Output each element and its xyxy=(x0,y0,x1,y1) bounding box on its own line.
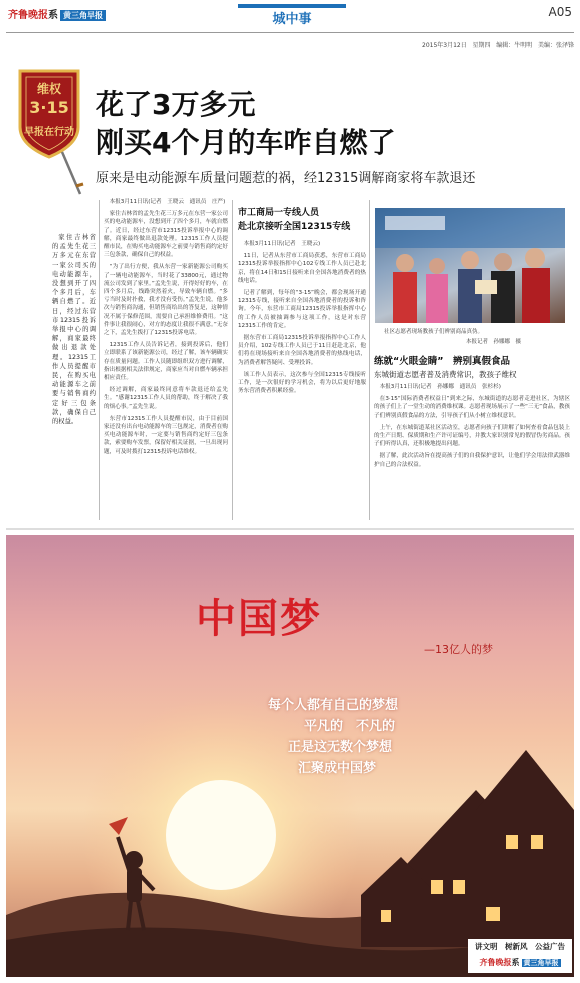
ad-footer-box: 黄三角早报 xyxy=(523,959,559,967)
masthead-logo xyxy=(8,6,106,21)
editor-credit: 编辑：牛明明 xyxy=(496,42,533,49)
middle-para-4: 该工作人员表示，这次参与全国12315专线接听工作，是一次很好的学习机会，将为以后更好地服务东营消费者积累经验。 xyxy=(238,371,366,395)
middle-headline-line2: 赴北京接听全国12315专线 xyxy=(238,222,351,232)
middle-byline: 本报3月11日讯(记者 王晓云) xyxy=(243,241,321,247)
lead-para-2: “为了出行方便，我从东营一家新能源公司购买了一辆电动能源车，当时花了33800元，通过物流公司发到了家里。”孟先生说，开得好好的车，在四个多月后，线路突然着火，导致车辆自燃。“多亏当时及时扑救，我才没有受伤。”孟先生说，他多次与销售商沟通，但销售商给出的答复是，这种情况不属于保修范围，需要自己承担维修费用。“这件事让我很闹心，对方的态度让我很不满意。”无奈之下，孟先生拨打了12315投诉电话。 xyxy=(104,264,228,337)
ad-slogan-lines xyxy=(268,695,398,779)
middle-headline xyxy=(238,206,350,234)
photo-byline: 本报3月11日讯(记者 孙娜娜 通讯员 张杉杉) xyxy=(379,384,501,390)
ad-footer xyxy=(468,939,572,973)
lead-summary-text: 家住吉林省的孟先生花三万多元在东营一家公司买的电动能源车，没想到开了四个多月后，车辆自燃了。近日，经过东营市12315投诉举报中心的调解，商家最终做出退款处理。12315工作人员提醒市民，在购买电动能源车之前要与销售商约定好三包条款，确保自己的权益。 xyxy=(52,234,96,426)
page-number: A05 xyxy=(548,5,572,19)
children-photo-image xyxy=(375,208,565,323)
lead-headline xyxy=(96,86,395,162)
public-service-ad xyxy=(6,535,574,977)
badge-line2: 3·15 xyxy=(29,98,69,117)
ad-line-1: 每个人都有自己的梦想 xyxy=(268,698,399,713)
ad-title: 中国梦 xyxy=(196,596,322,642)
lead-byline: 本报3月11日讯(记者 王晓云 通讯员 庄严) xyxy=(109,199,226,205)
photo-credit: 本报记者 孙娜娜 摄 xyxy=(466,339,522,345)
middle-headline-line1: 市工商局一专线人员 xyxy=(238,208,320,218)
column-divider xyxy=(369,200,370,520)
lead-para-5: 东营市12315工作人员提醒市民，由于目前国家还没有出台电动能源车的三包规定，消费者在购买电动能源车时，一定要与销售商约定好三包条款，索要购车发票，保留好相关证据，一旦出现问题，可及时拨打12315投诉电话维权。 xyxy=(104,415,228,455)
lead-summary-column xyxy=(52,233,96,503)
photo-story-body xyxy=(374,383,570,518)
middle-para-1: 11日，记者从东营市工商局获悉，东营市工商局12315投诉举报指挥中心102专线工作人员已赴北京，将在14日和15日接听来自全国各地消费者的热线电话。 xyxy=(238,253,366,284)
ad-line-4: 汇聚成中国梦 xyxy=(298,761,377,776)
ad-line-3: 正是这无数个梦想 xyxy=(288,740,393,755)
ad-line-2: 平凡的 不凡的 xyxy=(304,719,396,734)
ad-footer-paper: 齐鲁晚报 xyxy=(479,958,512,967)
sword-icon xyxy=(60,150,84,198)
ad-footer-logo xyxy=(468,955,572,971)
lead-headline-line2: 刚买4个月的车咋自燃了 xyxy=(96,126,396,159)
paper-suffix: 系 xyxy=(48,10,58,21)
lead-para-1: 家住吉林省的孟先生花三万多元在东营一家公司买的电动能源车，没想到开了四个多月，车就自燃了。近日，经过东营市12315投诉举报中心的调解，商家最终做出退款处理。12315工作人员提醒市民，在购买电动能源车之前要与销售商约定好三包条款，确保自己的权益。 xyxy=(104,211,228,259)
photo-para-3: 据了解，此次活动旨在提高孩子们的自我保护意识，让他们学会用法律武器维护自己的合法权益。 xyxy=(374,453,570,468)
photo-story-headline: 练就“火眼金睛” 辨别真假食品 xyxy=(374,356,510,367)
lead-para-4: 经过调解，商家最终同意将车款退还给孟先生。“感谢12315工作人员的帮助，终于解决了我的烦心事。”孟先生说。 xyxy=(104,387,228,410)
news-photo xyxy=(375,208,565,323)
badge-line3: 早报在行动 xyxy=(24,127,74,138)
ad-footer-slogan: 讲文明 树新风 公益广告 xyxy=(475,942,565,951)
paper-name: 齐鲁晚报 xyxy=(8,10,48,21)
middle-story-body xyxy=(238,240,366,470)
issue-weekday: 星期四 xyxy=(472,42,491,49)
lead-para-3: 12315工作人员告诉记者，接到投诉后，他们立即联系了该新能源公司，经过了解，该车辆确实存在质量问题。工作人员随即组织双方进行调解，指出根据相关法律规定，商家应当对自燃车辆承担相应责任。 xyxy=(104,342,228,382)
lead-story-body xyxy=(104,198,228,518)
middle-para-2: 记者了解到，每年的“3·15”晚会，都会现场开通12315专线，接听来自全国各地消费者的投诉和咨询。今年，东营市工商局12315投诉举报指挥中心的工作人员被抽调参与这项工作，这是对东营12315工作的肯定。 xyxy=(238,290,366,329)
photo-para-2: 上午，在东城街道某社区活动室，志愿者向孩子们讲解了如何查看食品包装上的生产日期、保质期和生产许可证编号，并教大家识别常见的假冒伪劣商品。孩子们听得认真，还积极地提出问题。 xyxy=(374,424,570,448)
ad-footer-suffix: 系 xyxy=(511,958,520,967)
edition-box: 黄三角早报 xyxy=(60,10,106,21)
photo-story-subheadline: 东城街道志愿者普及消费常识，教孩子维权 xyxy=(374,370,517,379)
photo-para-1: 在3·15“国际消费者权益日”到来之际，东城街道的志愿者走进社区，为辖区的孩子们上了一堂生动的消费维权课。志愿者现场展示了一些“三无”食品，教孩子们辨别真假食品的方法，引导孩子们从小树立维权意识。 xyxy=(374,396,570,419)
badge-line1: 维权 xyxy=(36,82,61,96)
column-divider xyxy=(99,200,100,520)
lead-headline-line1: 花了3万多元 xyxy=(96,88,256,121)
lead-subheadline: 原来是电动能源车质量问题惹的祸，经12315调解商家将车款退还 xyxy=(96,171,476,186)
middle-para-3: 据东营市工商局12315投诉举报指挥中心工作人员介绍，102专线工作人员已于11日赶赴北京，他们将在现场接听来自全国各地消费者的热线电话，为消费者解答疑问、受理投诉。 xyxy=(238,335,366,366)
designer-credit: 美编：张泽锋 xyxy=(537,42,574,49)
header-meta xyxy=(422,40,574,49)
section-title: 城中事 xyxy=(238,4,346,34)
header-divider xyxy=(6,32,574,33)
photo-caption: 社区志愿者现场教孩子们辨别商品真伪。 xyxy=(384,329,484,335)
section-separator xyxy=(6,528,574,530)
issue-date: 2015年3月12日 xyxy=(422,42,467,49)
column-divider xyxy=(232,200,233,520)
ad-subtitle: —13亿人的梦 xyxy=(424,643,493,656)
